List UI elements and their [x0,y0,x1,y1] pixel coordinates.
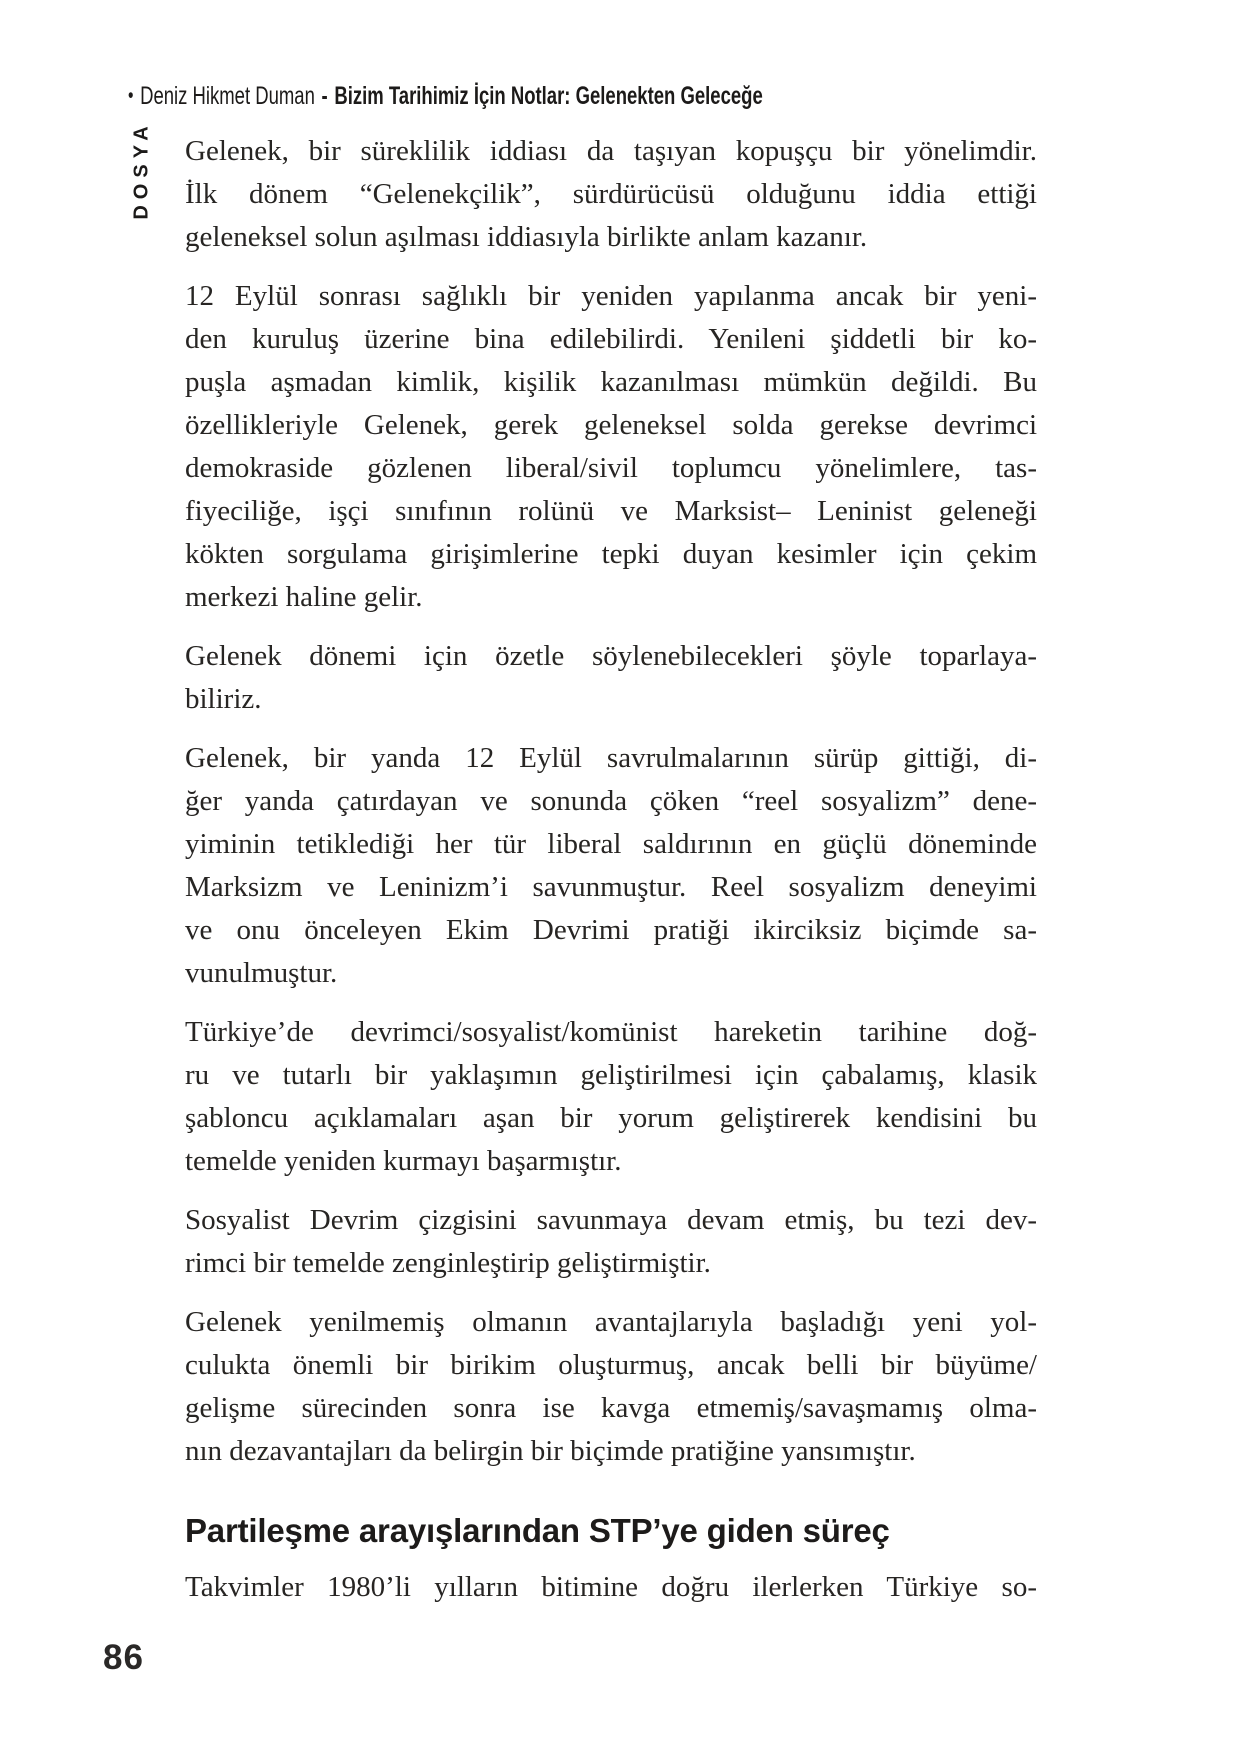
text-line: Türkiye’de devrimci/sosyalist/komünist hareketin tarihine doğ- [185,1016,1037,1048]
text-line: Gelenek dönemi için özetle söylenebilecekleri şöyle toparlaya- [185,640,1037,672]
paragraph [185,1199,1037,1285]
header-separator: - [321,82,328,110]
bullet-icon: • [128,84,134,107]
text-line: şabloncu açıklamaları aşan bir yorum geliştirerek kendisini bu [185,1102,1037,1134]
text-line: temelde yeniden kurmayı başarmıştır. [185,1145,622,1177]
text-line: Takvimler 1980’li yılların bitimine doğru ilerlerken Türkiye so- [185,1571,1037,1603]
section-heading: Partileşme arayışlarından STP’ye giden süreç [185,1512,890,1549]
text-line: ğer yanda çatırdayan ve sonunda çöken “reel sosyalizm” dene- [185,785,1037,817]
text-line: fiyeciliğe, işçi sınıfının rolünü ve Marksist– Leninist geleneği [185,495,1037,527]
header-title: Bizim Tarihimiz İçin Notlar: Gelenekten Geleceğe [334,82,763,110]
text-line: Gelenek, bir yanda 12 Eylül savrulmalarının sürüp gittiği, di- [185,742,1037,774]
text-line: vunulmuştur. [185,957,338,989]
section-label-dosya: DOSYA [130,120,153,220]
paragraph [185,130,1037,259]
text-line: yiminin tetiklediği her tür liberal saldırının en güçlü döneminde [185,828,1037,860]
text-line: geleneksel solun aşılması iddiasıyla birlikte anlam kazanır. [185,221,868,253]
text-line: culukta önemli bir birikim oluşturmuş, ancak belli bir büyüme/ [185,1349,1037,1381]
paragraph [185,1011,1037,1183]
running-header [128,82,763,111]
text-line: kökten sorgulama girişimlerine tepki duyan kesimler için çekim [185,538,1037,570]
text-line: özellikleriyle Gelenek, gerek geleneksel solda gerekse devrimci [185,409,1037,441]
text-line: nın dezavantajları da belirgin bir biçimde pratiğine yansımıştır. [185,1435,916,1467]
text-line: Gelenek yenilmemiş olmanın avantajlarıyla başladığı yeni yol- [185,1306,1037,1338]
text-line: den kuruluş üzerine bina edilebilirdi. Yenileni şiddetli bir ko- [185,323,1037,355]
paragraph [185,737,1037,995]
text-line: Gelenek, bir süreklilik iddiası da taşıyan kopuşçu bir yönelimdir. [185,135,1037,167]
text-line: 12 Eylül sonrası sağlıklı bir yeniden yapılanma ancak bir yeni- [185,280,1037,312]
text-line: biliriz. [185,683,262,715]
paragraph [185,635,1037,721]
text-line: gelişme sürecinden sonra ise kavga etmemiş/savaşmamış olma- [185,1392,1037,1424]
text-line: demokraside gözlenen liberal/sivil toplumcu yönelimlere, tas- [185,452,1037,484]
text-line: merkezi haline gelir. [185,581,423,613]
header-author: Deniz Hikmet Duman [140,82,315,110]
paragraph [185,1301,1037,1473]
paragraph [185,275,1037,619]
text-line: ru ve tutarlı bir yaklaşımın geliştirilmesi için çabalamış, klasik [185,1059,1037,1091]
text-line: Sosyalist Devrim çizgisini savunmaya devam etmiş, bu tezi dev- [185,1204,1037,1236]
text-line: rimci bir temelde zenginleştirip geliştirmiştir. [185,1247,711,1279]
page-number: 86 [103,1638,144,1677]
text-line: puşla aşmadan kimlik, kişilik kazanılması mümkün değildi. Bu [185,366,1037,398]
text-line: Marksizm ve Leninizm’i savunmuştur. Reel sosyalizm deneyimi [185,871,1037,903]
text-line: İlk dönem “Gelenekçilik”, sürdürücüsü olduğunu iddia ettiği [185,178,1037,210]
paragraph [185,1566,1037,1609]
body-text [185,130,1037,1625]
text-line: ve onu önceleyen Ekim Devrimi pratiği ikirciksiz biçimde sa- [185,914,1037,946]
